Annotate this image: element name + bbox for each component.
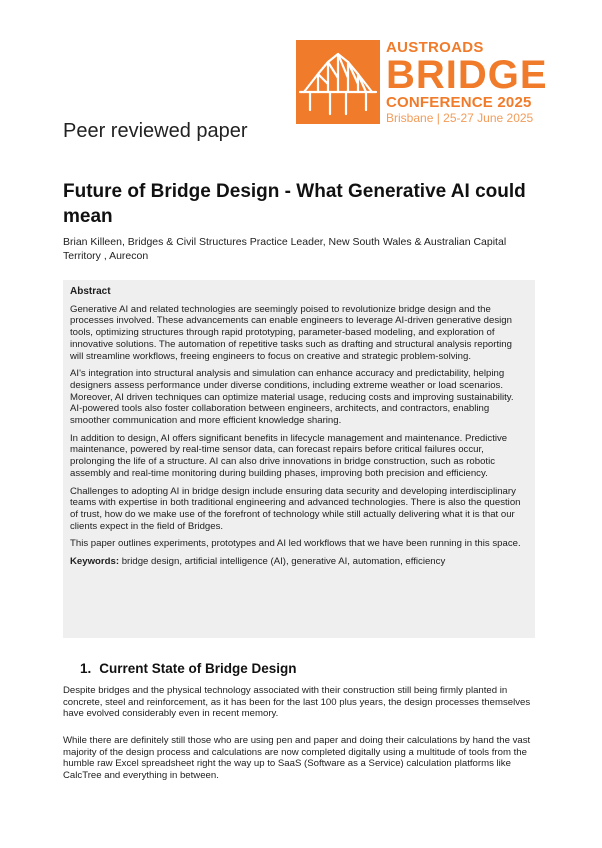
logo-bridge: BRIDGE bbox=[386, 53, 548, 97]
bridge-icon bbox=[296, 40, 380, 124]
abstract-paragraph: AI's integration into structural analysis and simulation can enhance accuracy and predictability, helping designers assess performance under diverse conditions, including extreme weather or load scenarios. Moreover, AI driven techniques can optimize material usage, reducing costs and improving sustainability. AI-powered tools also foster collaboration between engineers, architects, and contractors, enabling smoother communication and more efficient knowledge sharing. bbox=[70, 368, 514, 427]
abstract-paragraph: Generative AI and related technologies are seemingly poised to revolutionize bridge design and the processes involved. These advancements can enable engineers to leverage AI-driven generative design tools, optimizing structures through rapid prototyping, parameter-based modeling, and exploration of innovative solutions. The automation of repetitive tasks such as drafting and structural analysis reporting will streamline workflows, freeing engineers to focus on creative and strategic problem-solving. bbox=[70, 303, 512, 362]
abstract-paragraph: In addition to design, AI offers significant benefits in lifecycle management and maintenance. Predictive maintenance, powered by real-time sensor data, can forecast repairs before critical failures occur, prolonging the life of a structure. AI can also drive innovations in bridge construction, such as robotic assembly and real-time monitoring during building phases, improving both precision and efficiency. bbox=[70, 432, 508, 479]
author-line: Brian Killeen, Bridges & Civil Structures Practice Leader, New South Wales & Australian Capital Territory , Aurecon bbox=[63, 236, 507, 262]
body-paragraph: Despite bridges and the physical technology associated with their construction still being firmly planted in concrete, steel and reinforcement, as it has been for the last 100 plus years, the design processes themselves have evolved considerably even in recent memory. bbox=[63, 685, 531, 720]
peer-reviewed-label: Peer reviewed paper bbox=[63, 120, 248, 142]
section-heading bbox=[80, 661, 297, 676]
abstract-paragraph: Challenges to adopting AI in bridge design include ensuring data security and developing interdisciplinary teams with expertise in both traditional engineering and advanced technologies. There is also the question of trust, how do we make use of the forefront of technology while still actually delivering what it is that our clients expect in the field of Bridges. bbox=[70, 485, 521, 532]
body-paragraph: While there are definitely still those who are using pen and paper and doing their calculations by hand the vast majority of the design process and calculations are now completed digitally using a multitude of tools from the humble raw Excel spreadsheet right the way up to SaaS (Software as a Service) calculation platforms like CalcTree and everything in between. bbox=[63, 735, 531, 782]
logo-conference: CONFERENCE 2025 bbox=[386, 94, 532, 111]
keywords bbox=[70, 556, 527, 568]
abstract-paragraph: This paper outlines experiments, prototypes and AI led workflows that we have been running in this space. bbox=[70, 538, 521, 550]
logo-date: Brisbane | 25-27 June 2025 bbox=[386, 111, 534, 125]
keywords-label: Keywords: bbox=[70, 556, 120, 568]
abstract-box bbox=[63, 280, 535, 638]
conference-logo bbox=[296, 39, 548, 125]
logo-text bbox=[386, 39, 548, 125]
section-number: 1. bbox=[80, 661, 92, 676]
paper-title: Future of Bridge Design - What Generative AI could mean bbox=[63, 181, 526, 227]
keywords-list: bridge design, artificial intelligence (AI), generative AI, automation, efficiency bbox=[121, 556, 446, 568]
logo-austroads: AUSTROADS bbox=[386, 39, 484, 56]
abstract-heading: Abstract bbox=[70, 286, 111, 297]
section-title: Current State of Bridge Design bbox=[99, 661, 297, 676]
